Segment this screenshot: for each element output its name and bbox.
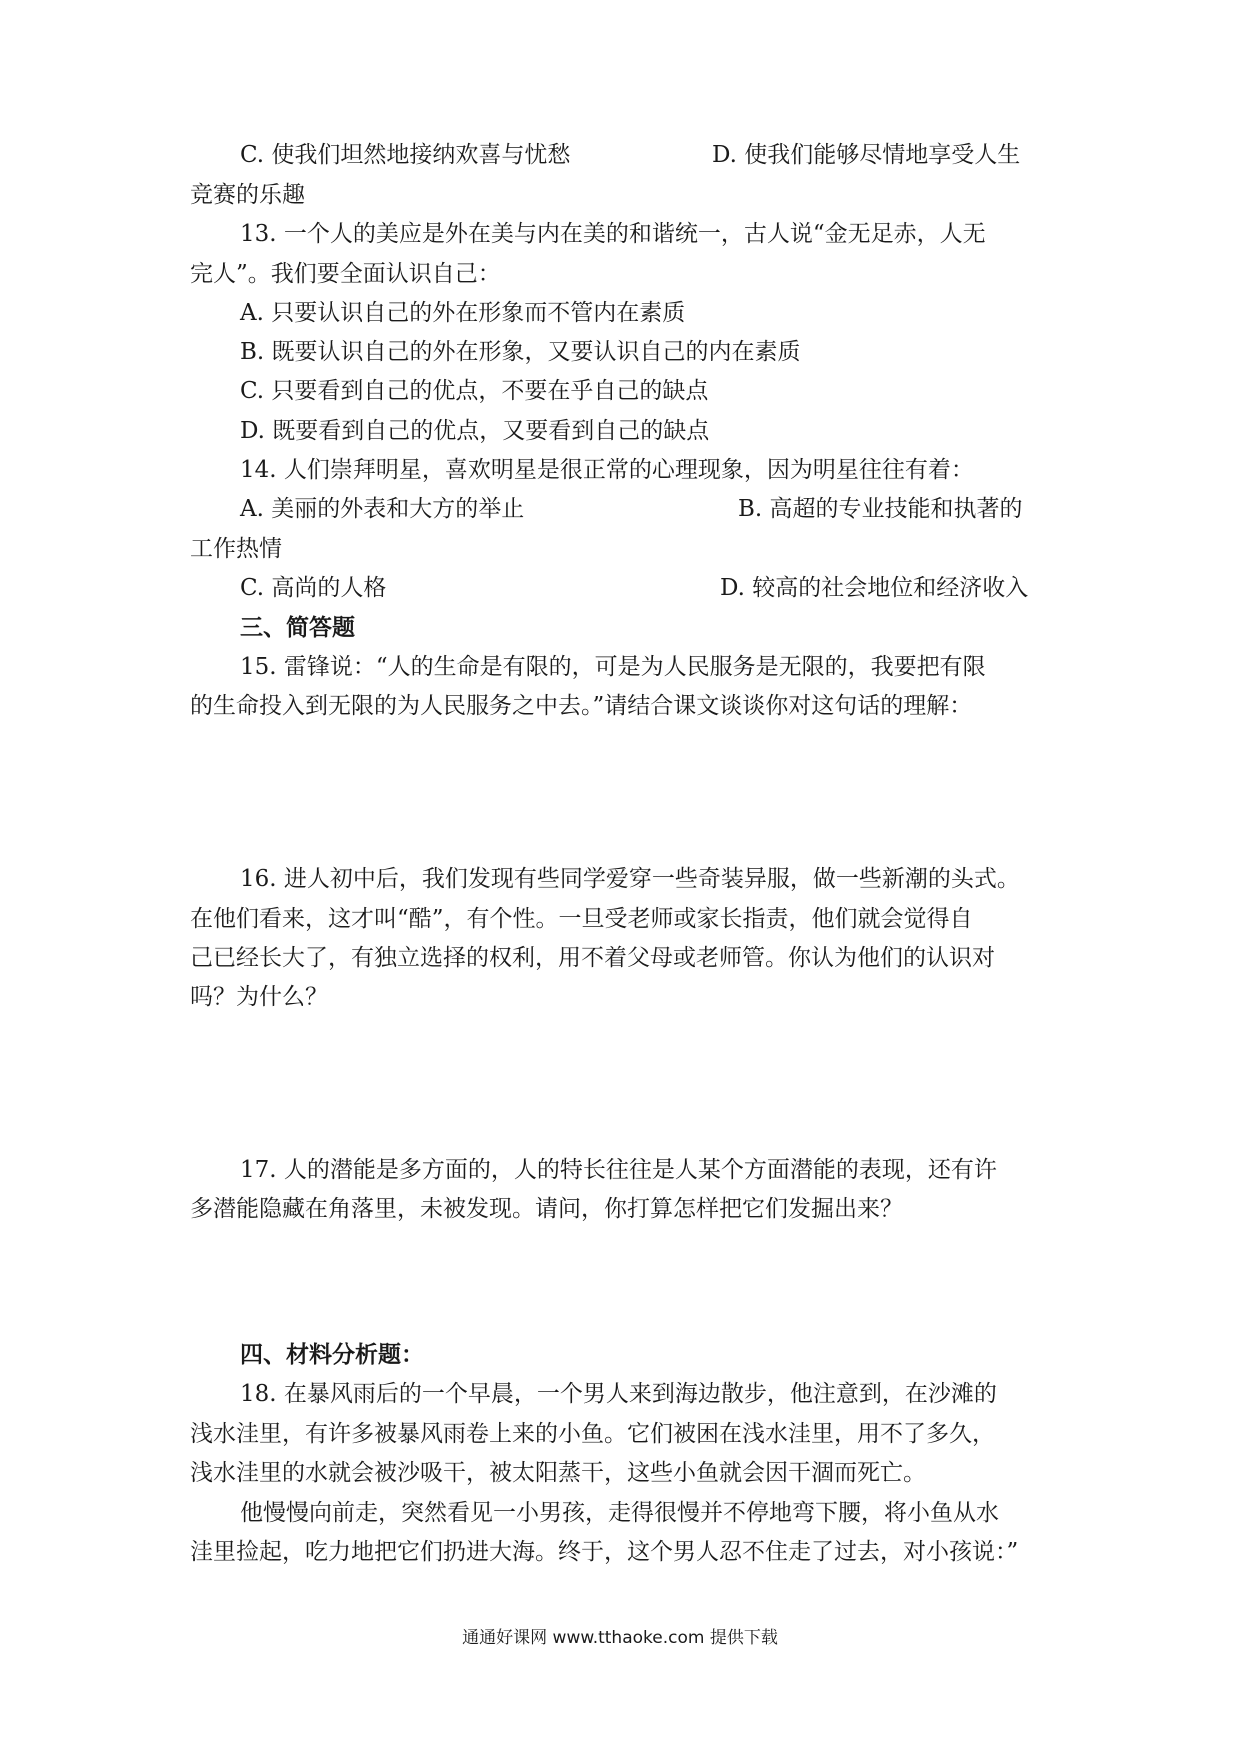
q14-option-d: D. 较高的社会地位和经济收入: [720, 575, 1029, 601]
q18-line-5: 洼里捡起，吃力地把它们扔进大海。终于，这个男人忍不住走了过去，对小孩说：”: [190, 1539, 1019, 1565]
q12-option-d: D. 使我们能够尽情地享受人生: [712, 142, 1021, 168]
q17-line-1: 17. 人的潜能是多方面的，人的特长往往是人某个方面潜能的表现，还有许: [240, 1157, 997, 1183]
q12-option-d-continuation: 竞赛的乐趣: [190, 182, 305, 208]
q13-option-d: D. 既要看到自己的优点，又要看到自己的缺点: [240, 418, 710, 444]
q16-line-4: 吗？为什么？: [190, 984, 328, 1010]
q15-line-2: 的生命投入到无限的为人民服务之中去。”请结合课文谈谈你对这句话的理解：: [190, 693, 973, 719]
section-4-heading: 四、材料分析题：: [240, 1341, 424, 1368]
q17-line-2: 多潜能隐藏在角落里，未被发现。请问，你打算怎样把它们发掘出来？: [190, 1196, 903, 1222]
q16-line-3: 己已经长大了，有独立选择的权利，用不着父母或老师管。你认为他们的认识对: [190, 945, 995, 971]
q14-option-b: B. 高超的专业技能和执著的: [738, 496, 1023, 522]
q14-option-c: C. 高尚的人格: [240, 575, 387, 601]
q13-option-b: B. 既要认识自己的外在形象，又要认识自己的内在素质: [240, 339, 801, 365]
page-footer: 通通好课网 www.tthaoke.com 提供下载: [462, 1628, 778, 1648]
q18-line-4: 他慢慢向前走，突然看见一小男孩，走得很慢并不停地弯下腰，将小鱼从水: [240, 1500, 999, 1526]
q13-stem-line-1: 13. 一个人的美应是外在美与内在美的和谐统一，古人说“金无足赤，人无: [240, 221, 986, 247]
section-3-heading: 三、简答题: [240, 614, 355, 641]
q14-option-a: A. 美丽的外表和大方的举止: [240, 496, 525, 522]
q18-line-3: 浅水洼里的水就会被沙吸干，被太阳蒸干，这些小鱼就会因干涸而死亡。: [190, 1460, 926, 1486]
q16-line-2: 在他们看来，这才叫“酷”，有个性。一旦受老师或家长指责，他们就会觉得自: [190, 906, 973, 932]
q13-stem-line-2: 完人”。我们要全面认识自己：: [190, 261, 501, 287]
q13-option-a: A. 只要认识自己的外在形象而不管内在素质: [240, 300, 686, 326]
q16-line-1: 16. 进人初中后，我们发现有些同学爱穿一些奇装异服，做一些新潮的头式。: [240, 866, 1020, 892]
q18-line-2: 浅水洼里，有许多被暴风雨卷上来的小鱼。它们被困在浅水洼里，用不了多久，: [190, 1421, 995, 1447]
q12-option-c: C. 使我们坦然地接纳欢喜与忧愁: [240, 142, 571, 168]
q13-option-c: C. 只要看到自己的优点，不要在乎自己的缺点: [240, 378, 709, 404]
q15-line-1: 15. 雷锋说：“人的生命是有限的，可是为人民服务是无限的，我要把有限: [240, 654, 986, 680]
q18-line-1: 18. 在暴风雨后的一个早晨，一个男人来到海边散步，他注意到，在沙滩的: [240, 1381, 997, 1407]
q14-stem: 14. 人们崇拜明星，喜欢明星是很正常的心理现象，因为明星往往有着：: [240, 457, 974, 483]
q14-option-b-continuation: 工作热情: [190, 536, 282, 562]
